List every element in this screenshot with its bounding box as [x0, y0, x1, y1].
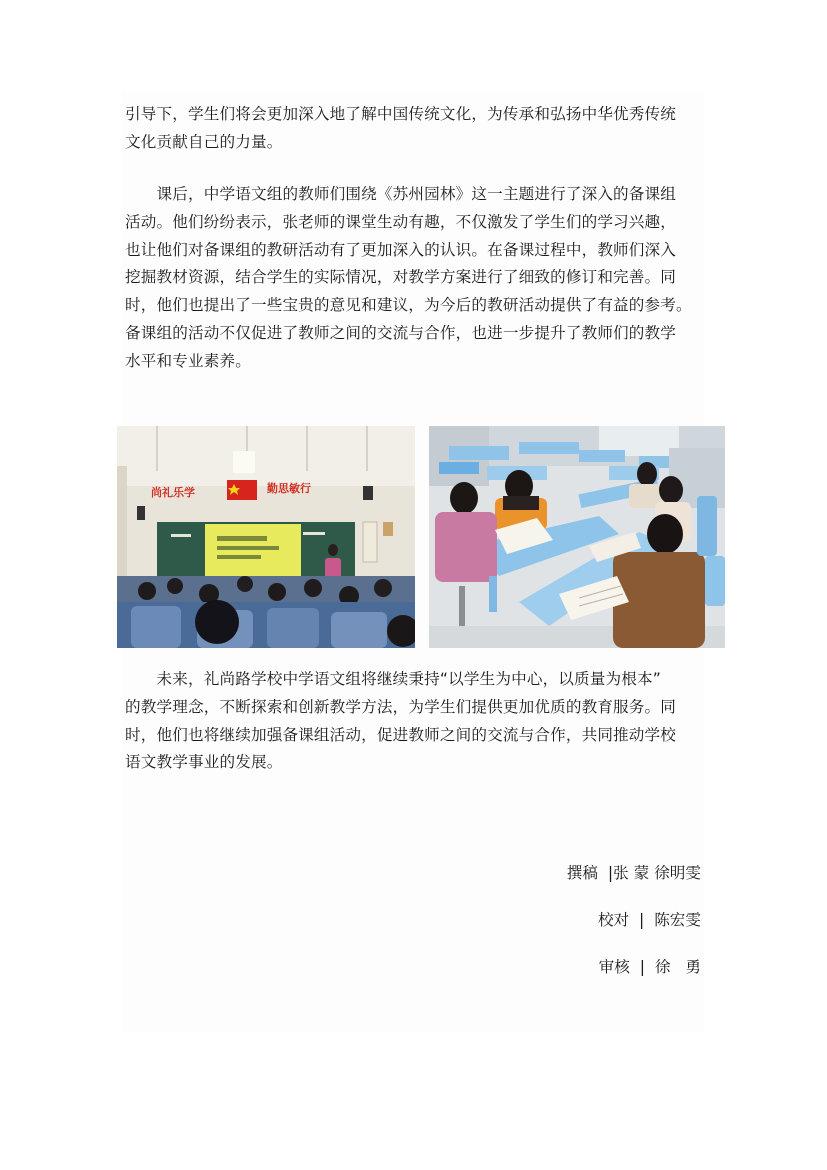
text-line: 水平和专业素养。: [125, 351, 251, 370]
teachers-meeting-photo-image: [429, 426, 725, 648]
credit-reviewer: 审核 | 徐 勇: [598, 958, 701, 976]
text-line: 引导下，学生们将会更加深入地了解中国传统文化，为传承和弘扬中华优秀传统: [125, 105, 677, 123]
text-line: 未来，礼尚路学校中学语文组将继续秉持“以学生为中心，以质量为根本”: [125, 670, 662, 688]
paragraph-intro-continuation: [125, 101, 705, 157]
classroom-photo-image: [117, 426, 415, 648]
text-line: 文化贡献自己的力量。: [125, 132, 283, 151]
teachers-meeting-photo: [429, 426, 725, 648]
text-line: 也让他们对备课组的教研活动有了更加深入的认识。在备课过程中，教师们深入: [125, 240, 677, 259]
classroom-photo: [117, 426, 415, 648]
text-line: 备课组的活动不仅促进了教师之间的交流与合作，也进一步提升了教师们的教学: [125, 323, 677, 342]
text-line: 语文教学事业的发展。: [125, 753, 283, 772]
text-line: 的教学理念，不断探索和创新教学方法，为学生们提供更加优质的教育服务。同: [125, 697, 677, 716]
paragraph-lesson-prep: [125, 181, 705, 376]
text-line: 时，他们也将继续加强备课组活动，促进教师之间的交流与合作，共同推动学校: [125, 725, 677, 744]
banner-right-text: 勤思敏行: [267, 482, 311, 495]
text-line: 时，他们也提出了一些宝贵的意见和建议，为今后的教研活动提供了有益的参考。: [125, 296, 692, 315]
paragraph-future-outlook: [125, 666, 705, 777]
credit-writer: 撰稿 |张 蒙 徐明雯: [566, 864, 701, 882]
text-line: 课后，中学语文组的教师们围绕《苏州园林》这一主题进行了深入的备课组: [125, 185, 677, 203]
text-line: 挖掘教材资源，结合学生的实际情况，对教学方案进行了细致的修订和完善。同: [125, 268, 677, 287]
text-line: 活动。他们纷纷表示，张老师的课堂生动有趣，不仅激发了学生们的学习兴趣，: [125, 212, 677, 231]
banner-left-text: 尚礼乐学: [151, 486, 195, 499]
credit-proofreader: 校对 | 陈宏雯: [597, 911, 701, 929]
